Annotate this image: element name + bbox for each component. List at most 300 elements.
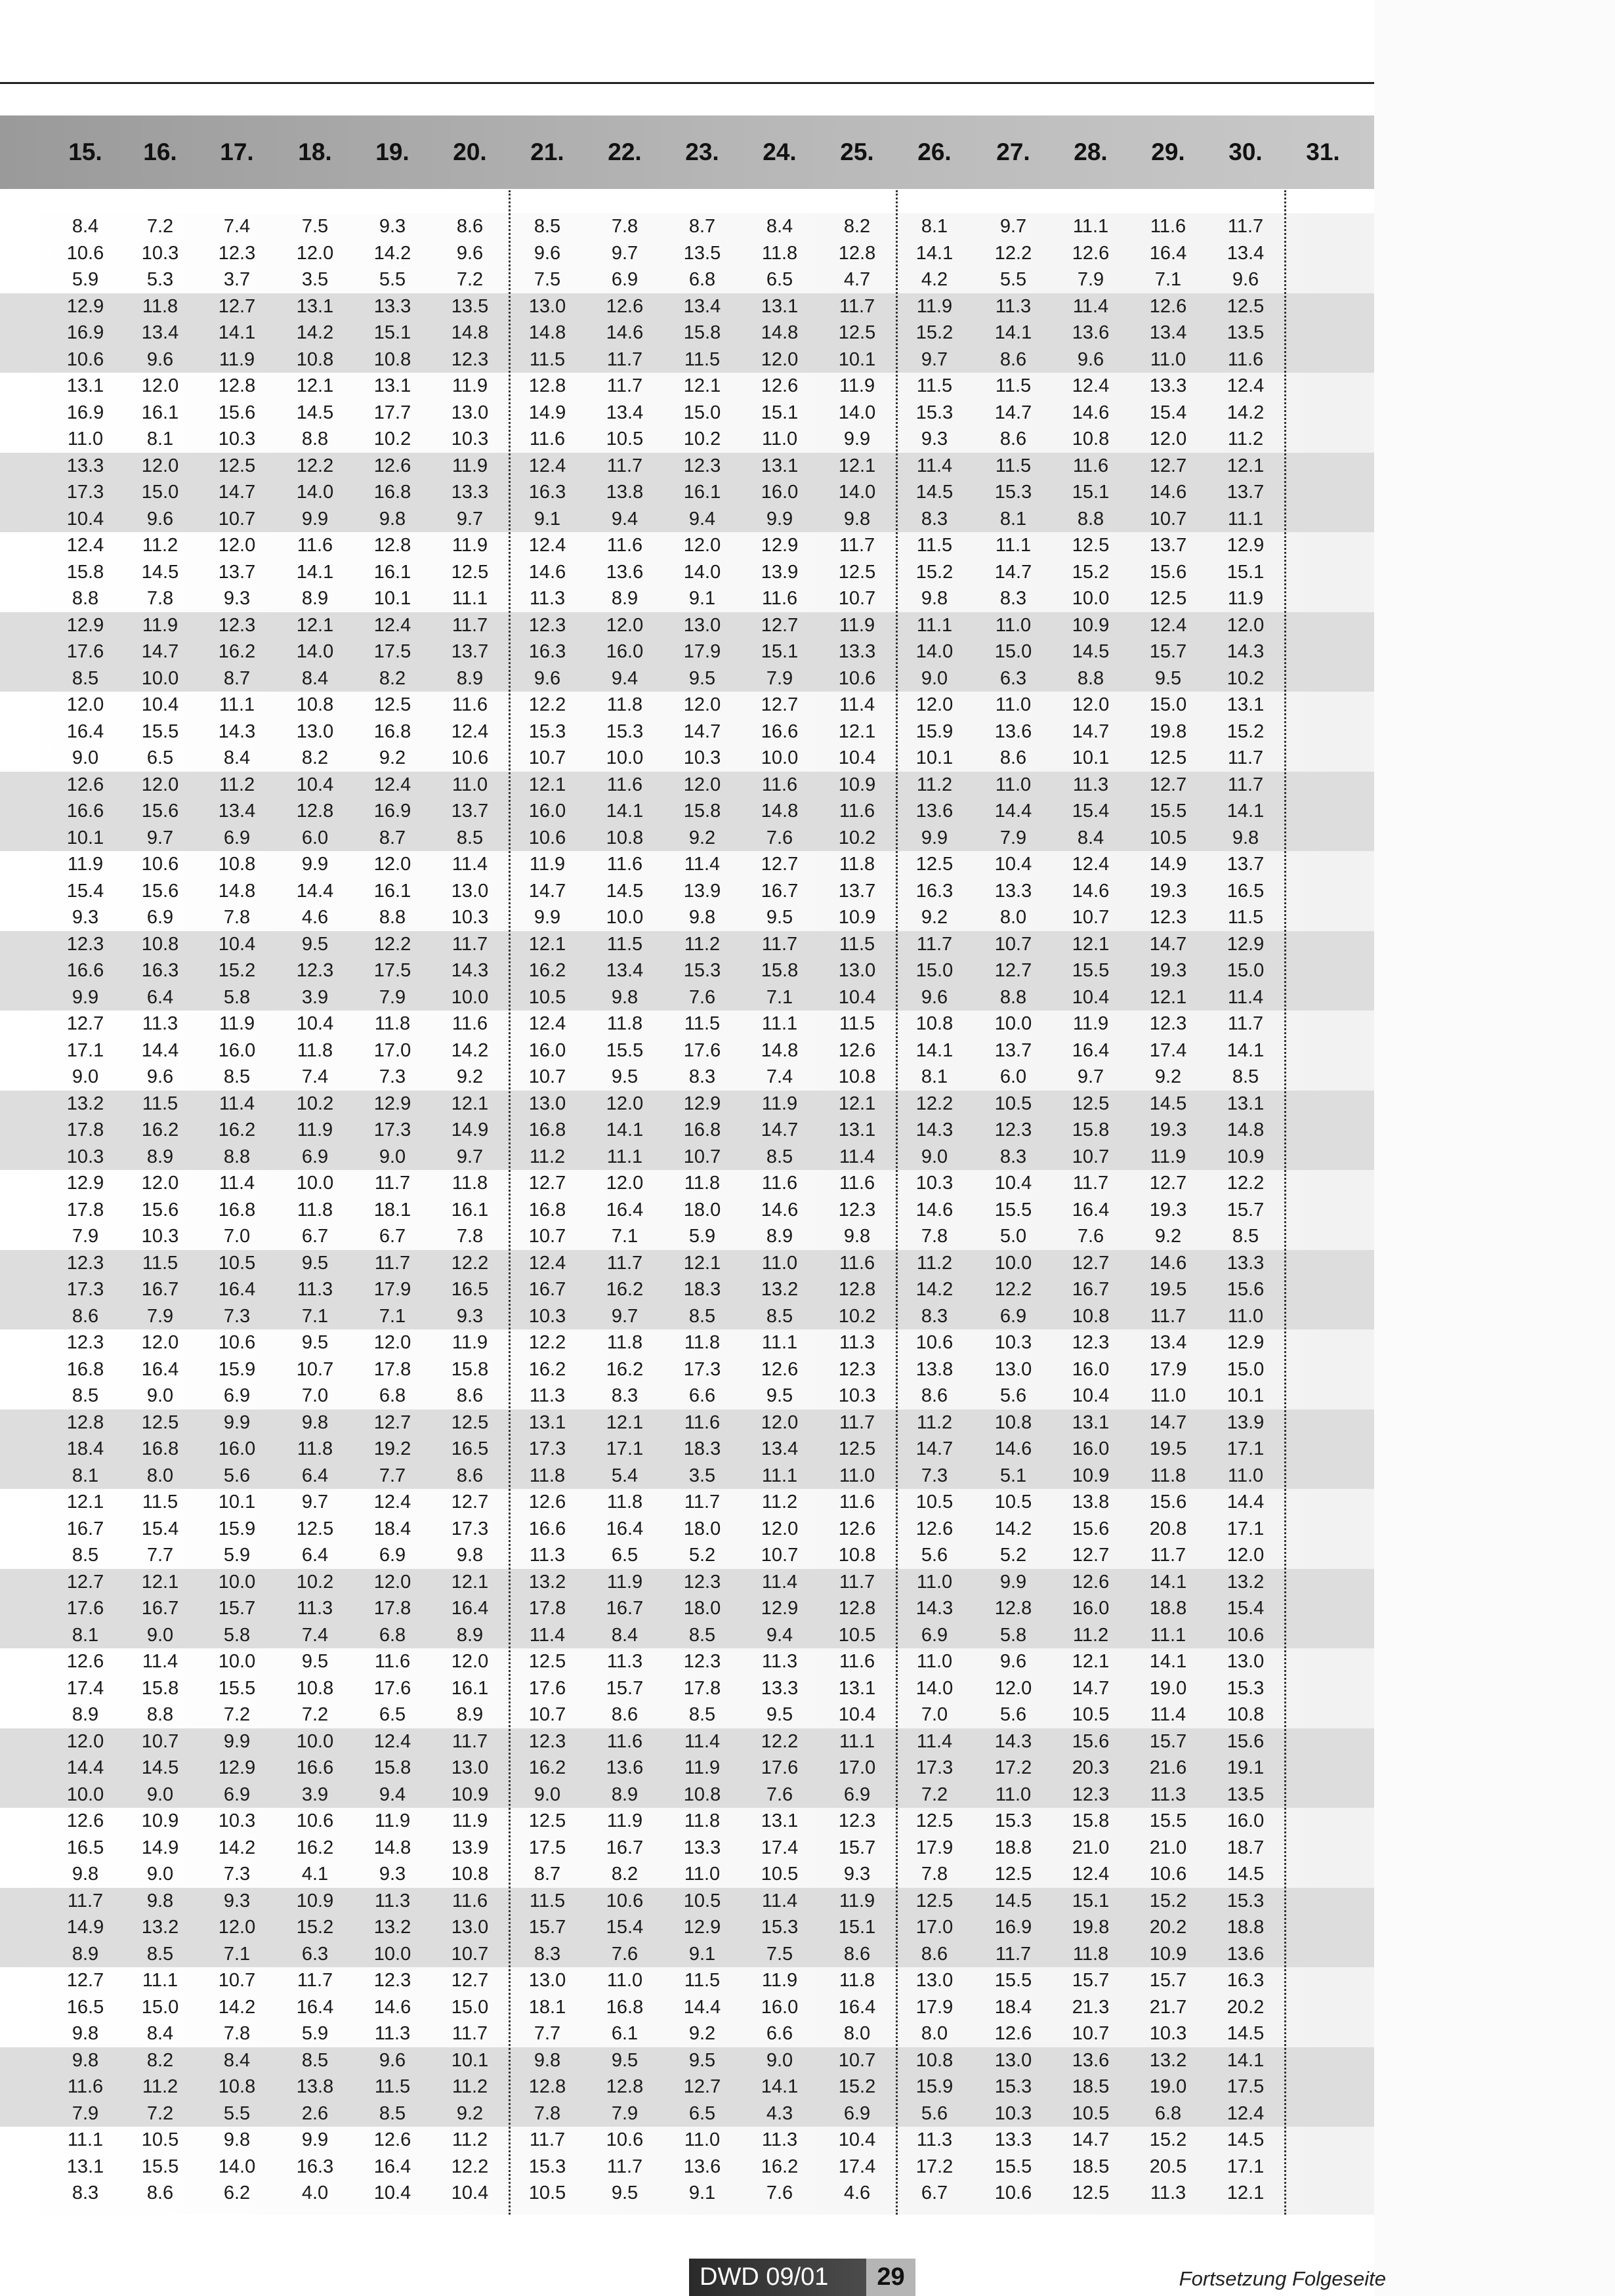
column-header: 15. [68, 138, 102, 165]
table-cell: 12.0 [296, 242, 334, 264]
table-cell: 13.5 [451, 295, 489, 317]
table-cell [1287, 1436, 1359, 1463]
table-cell: 10.4 [373, 2182, 411, 2203]
table-cell: 18.4 [994, 1996, 1032, 2018]
table-cell: 17.2 [915, 2156, 954, 2177]
table-cell: 14.1 [1149, 1571, 1187, 1593]
table-cell: 12.1 [683, 375, 721, 396]
table-cell: 12.5 [141, 1411, 179, 1433]
table-cell: 6.2 [223, 2182, 251, 2203]
table-cell [1287, 1782, 1359, 1808]
table-cell: 12.1 [296, 614, 334, 636]
table-cell: 11.5 [916, 535, 953, 556]
table-cell: 12.3 [66, 1252, 104, 1274]
table-cell [1287, 1994, 1359, 2021]
table-cell: 15.5 [1072, 960, 1110, 981]
table-cell: 13.9 [683, 880, 721, 902]
table-cell [1287, 2020, 1359, 2047]
table-cell: 15.8 [1072, 1810, 1110, 1831]
table-cell: 21.0 [1072, 1837, 1110, 1858]
table-cell: 9.5 [1154, 667, 1182, 689]
table-cell: 20.2 [1149, 1917, 1187, 1938]
table-cell: 11.5 [1227, 907, 1264, 928]
table-cell: 14.5 [994, 1890, 1032, 1911]
table-cell [1287, 1622, 1359, 1649]
table-cell: 11.6 [839, 1492, 875, 1513]
table-cell: 14.1 [915, 1039, 954, 1061]
table-cell: 9.5 [766, 1385, 793, 1406]
table-cell: 12.2 [373, 933, 411, 955]
table-cell: 19.8 [1072, 1917, 1110, 1938]
table-cell: 5.4 [611, 1465, 639, 1486]
table-cell: 11.3 [916, 2129, 953, 2150]
table-cell: 18.4 [373, 1518, 411, 1539]
table-cell: 11.1 [67, 2129, 104, 2150]
table-cell: 16.4 [141, 1358, 179, 1380]
table-cell: 17.1 [1227, 1518, 1265, 1539]
table-cell: 14.7 [1149, 1411, 1187, 1433]
table-cell: 10.7 [528, 1226, 566, 1247]
table-cell: 8.5 [1232, 1226, 1259, 1247]
table-cell [1287, 2154, 1359, 2181]
table-cell: 9.7 [921, 348, 948, 370]
table-cell: 9.8 [379, 508, 406, 530]
table-cell: 8.4 [301, 667, 329, 689]
table-cell: 16.7 [761, 880, 799, 902]
table-cell: 12.5 [915, 854, 954, 875]
table-cell: 9.4 [766, 1624, 793, 1646]
table-cell: 10.3 [66, 1146, 104, 1167]
table-cell: 7.8 [611, 216, 639, 237]
table-cell: 11.9 [451, 375, 488, 396]
table-cell: 11.8 [297, 1199, 333, 1221]
table-cell: 11.4 [1227, 986, 1264, 1008]
table-cell: 10.1 [66, 827, 104, 848]
table-cell: 12.0 [451, 1651, 489, 1672]
table-cell: 12.3 [66, 933, 104, 955]
table-cell: 16.2 [141, 1119, 179, 1140]
table-cell: 8.7 [223, 667, 251, 689]
table-cell: 17.3 [915, 1757, 954, 1778]
table-cell: 17.9 [915, 1837, 954, 1858]
table-cell: 14.6 [761, 1199, 799, 1221]
table-cell: 6.9 [999, 1305, 1027, 1327]
table-cell: 13.6 [606, 561, 644, 583]
table-cell [1287, 1489, 1359, 1516]
table-cell: 10.4 [66, 508, 104, 530]
table-cell: 14.6 [1072, 880, 1110, 902]
table-cell: 11.5 [916, 375, 953, 396]
table-cell: 13.0 [528, 1970, 566, 1991]
table-cell [1287, 293, 1359, 320]
table-cell: 14.3 [218, 720, 256, 742]
table-cell: 11.8 [839, 1970, 875, 1991]
table-cell: 15.0 [141, 482, 179, 503]
table-cell: 11.7 [1150, 1545, 1186, 1566]
table-cell: 13.6 [1227, 1943, 1265, 1965]
table-cell: 12.8 [218, 375, 256, 396]
column-header: 18. [298, 138, 332, 165]
table-cell: 6.9 [223, 1385, 251, 1406]
table-cell: 12.7 [66, 1013, 104, 1034]
table-cell: 15.6 [141, 801, 179, 822]
table-cell: 13.6 [1072, 2049, 1110, 2071]
table-cell: 14.2 [218, 1996, 256, 2018]
table-cell [1287, 1648, 1359, 1675]
table-cell: 12.8 [838, 1279, 876, 1300]
table-cell: 9.0 [534, 1784, 561, 1805]
table-cell: 6.9 [301, 1146, 329, 1167]
table-cell: 16.8 [683, 1119, 721, 1140]
table-cell [1287, 1409, 1359, 1436]
table-cell: 11.8 [684, 1332, 721, 1353]
table-cell: 9.0 [72, 747, 99, 768]
table-cell: 15.3 [994, 2076, 1032, 2097]
table-cell: 17.9 [1149, 1358, 1187, 1380]
table-cell: 10.3 [451, 428, 489, 449]
table-cell: 13.3 [994, 2129, 1032, 2150]
table-cell: 15.0 [683, 402, 721, 423]
table-cell: 9.0 [921, 667, 948, 689]
table-cell: 12.0 [606, 1093, 644, 1114]
table-cell: 10.5 [838, 1624, 876, 1646]
table-cell [1287, 400, 1359, 427]
table-cell: 10.7 [994, 933, 1032, 955]
table-cell: 6.8 [379, 1385, 406, 1406]
table-cell: 8.8 [72, 588, 99, 609]
table-cell: 14.1 [915, 242, 954, 264]
table-cell: 15.1 [761, 641, 799, 662]
table-cell: 10.7 [838, 2049, 876, 2071]
table-cell: 10.5 [1072, 1704, 1110, 1725]
table-cell: 8.1 [146, 428, 174, 449]
table-cell: 11.9 [761, 1093, 798, 1114]
table-cell: 8.5 [301, 2049, 329, 2071]
table-cell: 9.2 [456, 1066, 484, 1087]
table-cell: 16.8 [606, 1996, 644, 2018]
table-cell: 10.7 [296, 1358, 334, 1380]
table-cell: 11.5 [839, 1013, 875, 1034]
table-cell: 8.9 [611, 588, 639, 609]
table-cell [1287, 1755, 1359, 1782]
table-cell: 10.7 [761, 1545, 799, 1566]
table-cell: 13.1 [296, 295, 334, 317]
table-cell: 11.8 [606, 694, 643, 715]
table-cell: 5.8 [223, 1624, 251, 1646]
table-cell: 21.7 [1149, 1996, 1187, 2018]
table-cell: 8.1 [921, 216, 948, 237]
table-cell: 10.8 [915, 2049, 954, 2071]
table-cell: 10.2 [296, 1093, 334, 1114]
table-cell [1287, 2100, 1359, 2127]
table-cell [1287, 1835, 1359, 1862]
table-cell: 14.7 [994, 561, 1032, 583]
table-cell: 12.0 [66, 1730, 104, 1752]
table-cell: 13.9 [451, 1837, 489, 1858]
table-cell: 15.5 [218, 1677, 256, 1699]
table-cell: 12.5 [838, 322, 876, 343]
table-cell: 9.0 [146, 1624, 174, 1646]
table-cell [1287, 931, 1359, 958]
table-cell: 8.2 [146, 2049, 174, 2071]
table-cell: 7.4 [301, 1624, 329, 1646]
table-cell: 9.9 [223, 1411, 251, 1433]
table-cell: 10.3 [915, 1173, 954, 1194]
table-cell: 11.1 [451, 588, 488, 609]
table-cell: 15.6 [141, 1199, 179, 1221]
table-cell: 14.1 [994, 322, 1032, 343]
table-cell: 17.8 [683, 1677, 721, 1699]
table-cell: 5.5 [999, 269, 1027, 290]
table-cell: 13.6 [915, 801, 954, 822]
table-cell: 13.1 [761, 455, 799, 476]
table-cell: 17.0 [915, 1917, 954, 1938]
table-cell: 10.3 [218, 428, 256, 449]
table-cell: 12.3 [838, 1810, 876, 1831]
table-cell: 16.1 [373, 880, 411, 902]
table-cell: 21.0 [1149, 1837, 1187, 1858]
table-cell: 7.9 [72, 1226, 99, 1247]
table-cell: 16.1 [451, 1199, 489, 1221]
table-cell: 14.1 [606, 801, 644, 822]
table-cell: 12.5 [994, 1864, 1032, 1885]
table-cell: 15.4 [1149, 402, 1187, 423]
table-cell: 6.4 [301, 1465, 329, 1486]
table-cell: 12.1 [141, 1571, 179, 1593]
table-cell: 13.8 [606, 482, 644, 503]
table-cell: 11.8 [297, 1039, 333, 1061]
table-cell: 13.1 [66, 375, 104, 396]
table-cell: 12.2 [1227, 1173, 1265, 1194]
continuation-note: Fortsetzung Folgeseite [1179, 2267, 1386, 2290]
table-cell: 10.5 [141, 2129, 179, 2150]
table-cell: 12.3 [683, 1651, 721, 1672]
table-cell: 8.5 [534, 216, 561, 237]
table-cell: 10.5 [218, 1252, 256, 1274]
table-cell: 12.4 [451, 720, 489, 742]
table-cell: 12.2 [451, 2156, 489, 2177]
table-cell: 11.0 [761, 428, 798, 449]
table-cell: 14.0 [915, 641, 954, 662]
table-cell: 18.3 [683, 1279, 721, 1300]
table-cell: 11.6 [684, 1411, 721, 1433]
table-cell: 10.8 [606, 827, 644, 848]
table-cell: 11.4 [1150, 1704, 1186, 1725]
table-cell: 11.5 [142, 1252, 178, 1274]
table-cell: 13.0 [451, 1757, 489, 1778]
table-cell: 14.7 [218, 482, 256, 503]
table-cell: 14.1 [1227, 2049, 1265, 2071]
table-cell: 10.4 [1072, 1385, 1110, 1406]
table-cell: 12.1 [66, 1492, 104, 1513]
table-cell: 8.9 [456, 1704, 484, 1725]
table-cell: 10.0 [994, 1013, 1032, 1034]
table-cell: 10.9 [141, 1810, 179, 1831]
table-cell: 6.9 [379, 1545, 406, 1566]
table-cell: 17.8 [373, 1598, 411, 1619]
table-cell: 10.9 [838, 774, 876, 795]
table-cell: 8.5 [688, 1305, 716, 1327]
table-cell: 8.3 [999, 1146, 1027, 1167]
table-cell: 11.0 [839, 1465, 875, 1486]
table-cell: 17.6 [66, 1598, 104, 1619]
table-cell: 14.7 [994, 402, 1032, 423]
table-cell: 10.5 [528, 986, 566, 1008]
table-cell: 5.6 [921, 2102, 948, 2124]
table-cell: 11.9 [839, 614, 875, 636]
table-cell: 8.8 [146, 1704, 174, 1725]
table-cell [1287, 1701, 1359, 1728]
table-cell [1287, 2180, 1359, 2207]
table-cell: 17.3 [451, 1518, 489, 1539]
table-cell: 12.3 [1149, 907, 1187, 928]
table-cell: 16.8 [141, 1438, 179, 1459]
table-cell: 9.4 [379, 1784, 406, 1805]
table-cell: 11.2 [142, 535, 178, 556]
table-cell: 10.8 [683, 1784, 721, 1805]
table-cell [1287, 1170, 1359, 1197]
table-cell: 12.1 [528, 933, 566, 955]
table-cell: 7.5 [534, 269, 561, 290]
table-cell: 7.1 [1154, 269, 1182, 290]
table-cell: 11.7 [839, 535, 875, 556]
table-cell: 14.0 [218, 2156, 256, 2177]
table-cell: 14.8 [1227, 1119, 1265, 1140]
table-cell: 7.8 [921, 1864, 948, 1885]
table-cell: 9.2 [1154, 1226, 1182, 1247]
table-cell: 7.1 [766, 986, 793, 1008]
table-cell: 6.0 [999, 1066, 1027, 1087]
table-cell: 15.0 [1227, 960, 1265, 981]
table-cell: 7.4 [301, 1066, 329, 1087]
column-header: 31. [1306, 138, 1340, 165]
table-cell: 14.7 [915, 1438, 954, 1459]
table-cell: 11.1 [761, 1013, 798, 1034]
table-cell [1287, 1303, 1359, 1330]
table-cell: 10.6 [838, 667, 876, 689]
table-cell: 7.1 [223, 1943, 251, 1965]
table-cell: 11.1 [1227, 508, 1264, 530]
table-cell: 11.0 [995, 614, 1032, 636]
table-cell: 9.7 [456, 508, 484, 530]
table-cell: 11.7 [916, 933, 953, 955]
table-cell: 9.8 [611, 986, 639, 1008]
table-cell: 12.0 [141, 1332, 179, 1353]
table-cell: 11.1 [1072, 216, 1109, 237]
table-cell: 11.6 [374, 1651, 411, 1672]
table-cell: 17.9 [915, 1996, 954, 2018]
table-cell: 8.3 [921, 508, 948, 530]
table-cell: 10.5 [1072, 2102, 1110, 2124]
table-cell [1287, 1117, 1359, 1144]
table-cell: 14.5 [606, 880, 644, 902]
table-cell: 13.0 [838, 960, 876, 981]
table-cell: 10.3 [451, 907, 489, 928]
table-cell: 12.7 [66, 1571, 104, 1593]
table-cell: 11.6 [761, 774, 798, 795]
table-cell: 12.8 [296, 801, 334, 822]
table-cell [1287, 346, 1359, 373]
table-cell: 11.4 [451, 854, 488, 875]
table-cell: 11.9 [606, 1810, 643, 1831]
table-cell [1287, 1888, 1359, 1915]
table-cell: 13.3 [451, 482, 489, 503]
table-cell: 11.0 [1150, 1385, 1186, 1406]
table-cell: 11.9 [529, 854, 566, 875]
table-cell: 11.5 [142, 1093, 178, 1114]
table-cell: 6.9 [921, 1624, 948, 1646]
table-cell: 14.5 [1227, 1864, 1265, 1885]
table-cell: 16.2 [528, 1757, 566, 1778]
table-cell: 16.7 [141, 1279, 179, 1300]
table-cell: 11.6 [1150, 216, 1186, 237]
table-cell: 11.9 [67, 854, 104, 875]
table-cell: 14.6 [373, 1996, 411, 2018]
table-cell [1287, 1383, 1359, 1409]
table-cell: 10.4 [838, 1704, 876, 1725]
table-cell: 11.7 [1227, 747, 1264, 768]
table-cell: 11.7 [451, 2023, 488, 2044]
table-cell: 16.8 [373, 482, 411, 503]
table-cell: 10.6 [66, 348, 104, 370]
table-cell: 11.0 [684, 2129, 721, 2150]
table-cell: 14.2 [451, 1039, 489, 1061]
table-cell: 16.4 [373, 2156, 411, 2177]
table-cell: 11.0 [916, 1571, 953, 1593]
table-cell: 8.1 [999, 508, 1027, 530]
table-cell: 13.6 [683, 2156, 721, 2177]
table-cell: 5.9 [72, 269, 99, 290]
table-cell: 12.4 [373, 1492, 411, 1513]
table-cell: 15.0 [141, 1996, 179, 2018]
table-cell: 10.0 [66, 1784, 104, 1805]
table-cell: 15.0 [994, 641, 1032, 662]
table-cell: 6.9 [843, 2102, 871, 2124]
table-cell: 15.1 [1072, 482, 1110, 503]
table-cell: 9.7 [999, 216, 1027, 237]
table-cell: 8.4 [72, 216, 99, 237]
table-cell: 11.4 [142, 1651, 178, 1672]
table-cell: 7.8 [223, 2023, 251, 2044]
table-cell: 16.6 [66, 801, 104, 822]
table-cell: 14.4 [683, 1996, 721, 2018]
table-cell: 5.9 [688, 1226, 716, 1247]
table-cell: 12.4 [1072, 375, 1110, 396]
table-cell: 8.5 [688, 1704, 716, 1725]
table-cell: 12.5 [373, 694, 411, 715]
table-cell: 11.4 [916, 455, 953, 476]
table-cell: 14.6 [1149, 482, 1187, 503]
table-cell: 9.2 [379, 747, 406, 768]
table-cell: 16.0 [606, 641, 644, 662]
table-cell: 8.9 [456, 667, 484, 689]
table-cell: 11.3 [297, 1279, 333, 1300]
table-cell: 13.8 [1072, 1492, 1110, 1513]
table-cell: 11.6 [606, 1730, 643, 1752]
table-cell: 9.6 [534, 242, 561, 264]
table-cell [1287, 1542, 1359, 1569]
table-cell: 13.4 [1227, 242, 1265, 264]
table-cell: 11.3 [142, 1013, 178, 1034]
table-cell: 11.0 [1227, 1305, 1264, 1327]
table-cell [1287, 1223, 1359, 1250]
table-cell: 7.6 [766, 1784, 793, 1805]
table-cell: 13.0 [915, 1970, 954, 1991]
table-cell: 17.3 [66, 1279, 104, 1300]
table-cell: 10.6 [528, 827, 566, 848]
table-cell: 10.6 [994, 2182, 1032, 2203]
table-cell: 14.7 [1072, 720, 1110, 742]
